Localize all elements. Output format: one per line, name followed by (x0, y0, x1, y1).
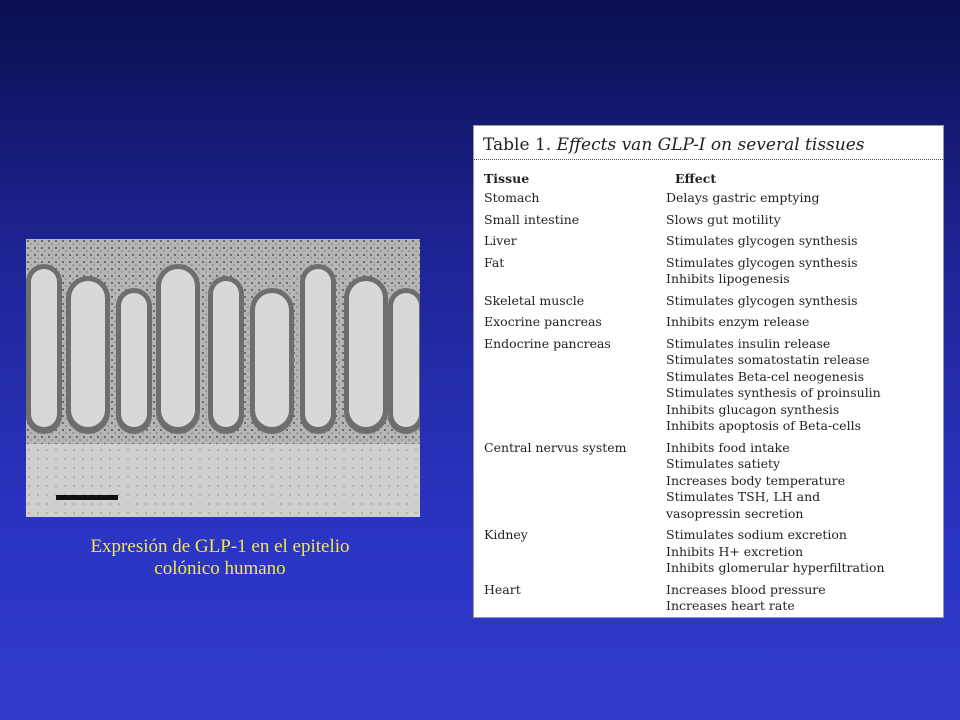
effect-line: Slows gut motility (666, 211, 781, 227)
table-title-text: Effects van GLP-I on several tissues (556, 135, 865, 155)
effect-line: Stimulates Beta-cel neogenesis (666, 368, 865, 384)
table-number: Table 1. (483, 135, 552, 155)
table-row (474, 190, 943, 207)
caption-line-1: Expresión de GLP-1 en el epitelio (90, 536, 350, 557)
table-row (474, 440, 943, 523)
effect-line: Stimulates glycogen synthesis (666, 233, 858, 248)
effect-line: vasopressin secretion (666, 505, 804, 521)
glp1-effects-table (473, 125, 944, 618)
table-title (483, 135, 865, 155)
effect-line: Stimulates glycogen synthesis (666, 254, 858, 270)
effect-line: Inhibits H+ excretion (666, 543, 804, 559)
crypt-lumen (305, 269, 331, 427)
tissue-cell: Liver (484, 233, 517, 248)
scale-bar (56, 495, 118, 500)
effect-line: Increases heart rate (666, 598, 795, 613)
crypt-lumen (71, 281, 105, 427)
tissue-cell: Heart (484, 581, 521, 597)
table-row (474, 233, 943, 250)
effect-cell (666, 527, 943, 577)
crypt-lumen (255, 293, 289, 427)
effect-cell (666, 293, 943, 310)
effect-cell (666, 314, 943, 331)
effect-line: Inhibits food intake (666, 439, 790, 455)
tissue-cell: Endocrine pancreas (484, 335, 611, 351)
effect-cell (666, 190, 943, 207)
effect-line: Increases body temperature (666, 472, 846, 488)
column-header-effect: Effect (675, 171, 717, 186)
tissue-cell: Central nervus system (484, 439, 627, 455)
effect-line: Inhibits apoptosis of Beta-cells (666, 418, 861, 433)
table-row (474, 255, 943, 288)
effect-line: Stimulates satiety (666, 456, 781, 471)
crypt-lumen (213, 281, 239, 427)
colon-epithelium-micrograph (26, 239, 420, 517)
effect-cell (666, 212, 943, 229)
effect-line: Inhibits glomerular hyperfiltration (666, 560, 885, 575)
table-row (474, 582, 943, 615)
effect-line: Delays gastric emptying (666, 190, 820, 205)
tissue-cell: Stomach (484, 190, 540, 205)
table-body (474, 190, 943, 620)
micrograph-image (26, 239, 420, 517)
effect-line: Stimulates sodium excretion (666, 527, 847, 542)
effect-line: Increases blood pressure (666, 581, 826, 597)
effect-line: Inhibits enzym release (666, 314, 810, 329)
table-divider (474, 159, 943, 160)
effect-line: Inhibits glucagon synthesis (666, 401, 840, 417)
effect-line: Stimulates glycogen synthesis (666, 292, 858, 308)
table-row (474, 293, 943, 310)
effect-line: Stimulates TSH, LH and (666, 489, 821, 504)
effect-cell (666, 440, 943, 523)
effect-line: Inhibits lipogenesis (666, 271, 790, 286)
table-row (474, 212, 943, 229)
tissue-cell: Kidney (484, 527, 528, 542)
table-row (474, 314, 943, 331)
effect-cell (666, 582, 943, 615)
column-header-tissue: Tissue (484, 171, 530, 186)
crypt-lumen (31, 269, 57, 427)
effect-line: Stimulates insulin release (666, 335, 831, 351)
tissue-cell: Fat (484, 254, 505, 270)
table-row (474, 336, 943, 435)
caption-line-2: colónico humano (154, 558, 286, 579)
effect-cell (666, 255, 943, 288)
effect-line: Stimulates somatostatin release (666, 352, 870, 367)
effect-cell (666, 336, 943, 435)
tissue-cell: Skeletal muscle (484, 292, 585, 308)
effect-cell (666, 233, 943, 250)
effect-line: Stimulates synthesis of proinsulin (666, 385, 881, 400)
micrograph-caption (40, 536, 400, 580)
crypt-lumen (161, 269, 195, 427)
tissue-cell: Exocrine pancreas (484, 314, 602, 329)
table-row (474, 527, 943, 577)
tissue-cell: Small intestine (484, 211, 580, 227)
crypt-lumen (349, 281, 383, 427)
crypt-lumen (121, 293, 147, 427)
crypt-lumen (393, 293, 419, 427)
